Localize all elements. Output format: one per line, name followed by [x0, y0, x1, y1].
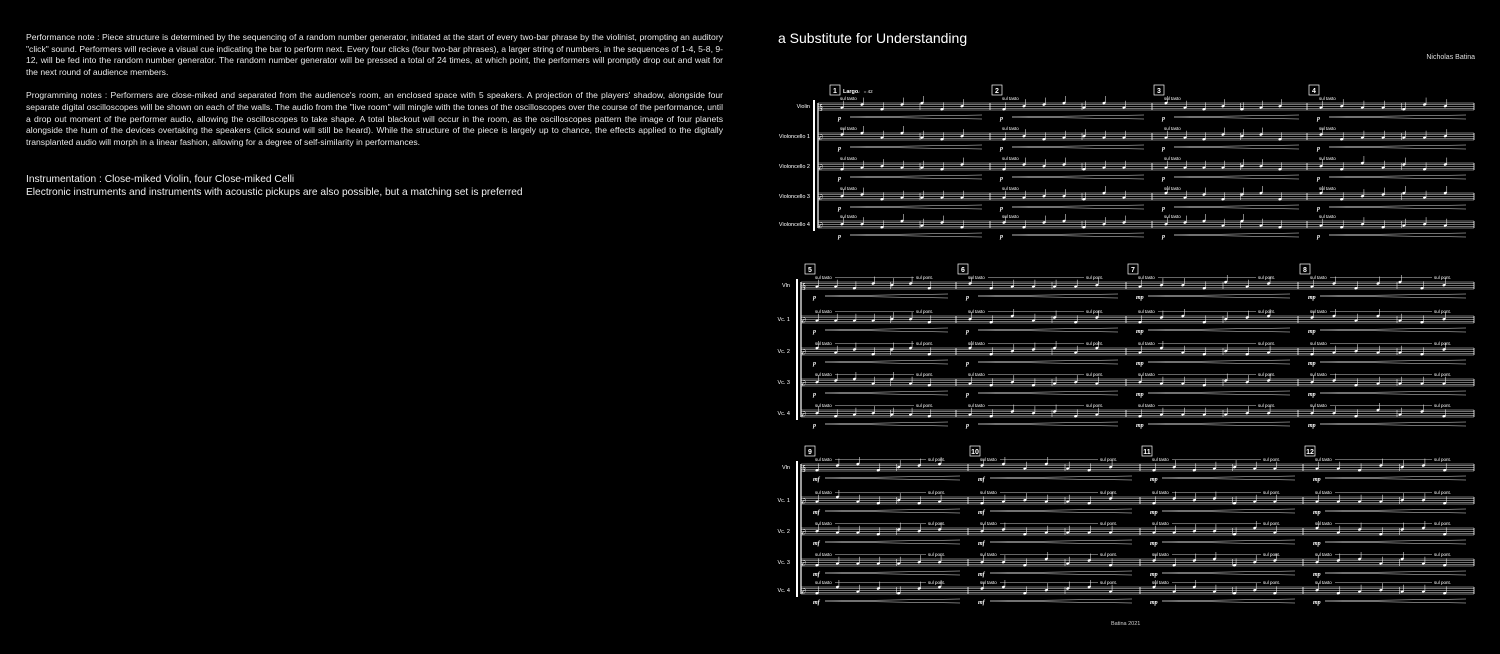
dynamic-marking: p [1162, 234, 1165, 240]
instrument-label: Vc. 3 [777, 560, 790, 566]
dynamic-marking: mp [1313, 510, 1321, 516]
bass-clef-icon: ∂ [802, 348, 806, 357]
hairpin [990, 540, 1132, 544]
technique-sul-tasto: sul tasto [1164, 96, 1181, 101]
bass-clef-icon: ∂ [802, 587, 806, 596]
technique-sul-tasto: sul tasto [1002, 214, 1019, 219]
dynamic-marking: mp [1136, 295, 1144, 301]
technique-sul-tasto: sul tasto [1310, 341, 1327, 346]
hairpin [825, 540, 960, 544]
hairpin [825, 328, 948, 332]
dynamic-marking: mp [1136, 361, 1144, 367]
technique-sul-tasto: sul tasto [1152, 552, 1169, 557]
dynamic-marking: mp [1313, 541, 1321, 547]
technique-sul-pont: sul pont. [1086, 309, 1104, 314]
technique-sul-pont: sul pont. [1258, 403, 1276, 408]
dynamic-marking: mp [1136, 392, 1144, 398]
technique-sul-tasto: sul tasto [980, 521, 997, 526]
dynamic-marking: p [966, 392, 969, 398]
staff-1 [782, 457, 1474, 483]
technique-sul-tasto: sul tasto [1164, 186, 1181, 191]
technique-sul-tasto: sul tasto [815, 521, 832, 526]
bass-clef-icon: ∂ [802, 379, 806, 388]
staff-1 [782, 275, 1474, 301]
technique-sul-pont: sul pont. [1100, 457, 1118, 462]
bass-clef-icon: ∂ [802, 497, 806, 506]
dynamic-marking: p [966, 361, 969, 367]
composer-name: Nicholas Batina [1426, 54, 1475, 61]
hairpin [1174, 115, 1299, 119]
dynamic-marking: mf [813, 541, 820, 547]
bar-number: 9 [808, 449, 812, 456]
technique-sul-tasto: sul tasto [815, 372, 832, 377]
dynamic-marking: mp [1308, 423, 1316, 429]
technique-sul-tasto: sul tasto [1310, 403, 1327, 408]
technique-sul-pont: sul pont. [916, 275, 934, 280]
technique-sul-pont: sul pont. [1258, 275, 1276, 280]
score-title: a Substitute for Understanding [778, 30, 968, 46]
hairpin [1325, 476, 1466, 480]
technique-sul-pont: sul pont. [916, 309, 934, 314]
hairpin [990, 571, 1132, 575]
treble-clef-icon: § [819, 103, 823, 112]
hairpin [978, 294, 1118, 298]
hairpin [1325, 540, 1466, 544]
hairpin [1012, 115, 1144, 119]
hairpin [850, 175, 982, 179]
hairpin [1174, 145, 1299, 149]
staff-2 [777, 490, 1474, 516]
bass-clef-icon: ∂ [802, 410, 806, 419]
technique-sul-tasto: sul tasto [968, 309, 985, 314]
technique-sul-tasto: sul tasto [1319, 126, 1336, 131]
dynamic-marking: mf [813, 477, 820, 483]
technique-sul-tasto: sul tasto [968, 403, 985, 408]
dynamic-marking: mf [978, 572, 985, 578]
hairpin [1325, 599, 1466, 603]
technique-sul-pont: sul pont. [928, 490, 946, 495]
bass-clef-icon: ∂ [819, 163, 823, 172]
staff-4 [777, 552, 1474, 578]
technique-sul-tasto: sul tasto [815, 552, 832, 557]
technique-sul-tasto: sul tasto [840, 126, 857, 131]
hairpin [850, 115, 982, 119]
technique-sul-tasto: sul tasto [815, 403, 832, 408]
dynamic-marking: p [1162, 146, 1165, 152]
dynamic-marking: mp [1150, 477, 1158, 483]
hairpin [1012, 175, 1144, 179]
technique-sul-pont: sul pont. [1434, 490, 1452, 495]
dynamic-marking: p [1162, 116, 1165, 122]
hairpin [1320, 328, 1466, 332]
technique-sul-pont: sul pont. [1258, 309, 1276, 314]
dynamic-marking: mp [1150, 541, 1158, 547]
staff-5 [779, 214, 1474, 240]
hairpin [825, 294, 948, 298]
technique-sul-tasto: sul tasto [1315, 580, 1332, 585]
instrument-label: Vc. 4 [777, 588, 790, 594]
technique-sul-tasto: sul tasto [1319, 186, 1336, 191]
technique-sul-tasto: sul tasto [1138, 372, 1155, 377]
dynamic-marking: p [1317, 234, 1320, 240]
technique-sul-tasto: sul tasto [1315, 552, 1332, 557]
staff-4 [777, 372, 1474, 398]
dynamic-marking: p [838, 234, 841, 240]
hairpin [1148, 422, 1290, 426]
dynamic-marking: p [1317, 176, 1320, 182]
dynamic-marking: mf [978, 477, 985, 483]
treble-clef-icon: § [802, 464, 806, 473]
hairpin [1329, 205, 1466, 209]
dynamic-marking: p [1162, 176, 1165, 182]
instrumentation-line-1: Instrumentation : Close-miked Violin, four Close-miked Celli [26, 174, 295, 186]
instrument-label: Vc. 1 [777, 317, 790, 323]
score-footer: Batina 2021 [1111, 621, 1141, 627]
technique-sul-tasto: sul tasto [1315, 521, 1332, 526]
dynamic-marking: p [838, 116, 841, 122]
instrumentation-line-2: Electronic instruments and instruments with acoustic pickups are also possible, but a matching set is preferred [26, 186, 523, 198]
technique-sul-pont: sul pont. [1258, 372, 1276, 377]
technique-sul-tasto: sul tasto [1152, 457, 1169, 462]
instrument-label: Vc. 1 [777, 498, 790, 504]
tempo-marking: Largo [843, 89, 859, 95]
staff-1 [797, 96, 1474, 122]
dynamic-marking: mp [1313, 600, 1321, 606]
dynamic-marking: mp [1313, 477, 1321, 483]
technique-sul-tasto: sul tasto [1319, 96, 1336, 101]
technique-sul-pont: sul pont. [916, 403, 934, 408]
instrument-label: Violin [796, 104, 810, 110]
dynamic-marking: mp [1150, 510, 1158, 516]
technique-sul-pont: sul pont. [1100, 552, 1118, 557]
hairpin [1148, 294, 1290, 298]
technique-sul-pont: sul pont. [928, 457, 946, 462]
technique-sul-tasto: sul tasto [1319, 156, 1336, 161]
technique-sul-pont: sul pont. [1263, 580, 1281, 585]
dynamic-marking: mf [978, 600, 985, 606]
technique-sul-tasto: sul tasto [1310, 275, 1327, 280]
technique-sul-tasto: sul tasto [980, 457, 997, 462]
technique-sul-tasto: sul tasto [980, 580, 997, 585]
bass-clef-icon: ∂ [819, 221, 823, 230]
instrument-label: Violoncello 2 [778, 164, 810, 170]
dynamic-marking: p [1000, 234, 1003, 240]
technique-sul-tasto: sul tasto [1315, 490, 1332, 495]
technique-sul-pont: sul pont. [1086, 372, 1104, 377]
hairpin [825, 599, 960, 603]
dynamic-marking: p [838, 206, 841, 212]
technique-sul-pont: sul pont. [1434, 403, 1452, 408]
hairpin [1148, 391, 1290, 395]
technique-sul-tasto: sul tasto [1002, 186, 1019, 191]
dynamic-marking: p [1000, 146, 1003, 152]
technique-sul-pont: sul pont. [1263, 552, 1281, 557]
technique-sul-tasto: sul tasto [815, 275, 832, 280]
technique-sul-pont: sul pont. [1434, 275, 1452, 280]
technique-sul-tasto: sul tasto [815, 341, 832, 346]
dynamic-marking: mf [813, 510, 820, 516]
hairpin [978, 422, 1118, 426]
technique-sul-pont: sul pont. [916, 372, 934, 377]
bar-number: 3 [1157, 88, 1161, 95]
hairpin [1162, 509, 1295, 513]
instrument-label: Vc. 2 [777, 349, 790, 355]
bass-clef-icon: ∂ [802, 316, 806, 325]
dynamic-marking: mf [978, 510, 985, 516]
technique-sul-pont: sul pont. [928, 552, 946, 557]
dynamic-marking: p [1000, 206, 1003, 212]
technique-sul-tasto: sul tasto [980, 490, 997, 495]
technique-sul-tasto: sul tasto [1002, 96, 1019, 101]
dynamic-marking: mp [1308, 361, 1316, 367]
bass-clef-icon: ∂ [802, 528, 806, 537]
technique-sul-pont: sul pont. [1100, 580, 1118, 585]
technique-sul-tasto: sul tasto [968, 341, 985, 346]
technique-sul-tasto: sul tasto [1164, 156, 1181, 161]
staff-2 [779, 126, 1474, 152]
hairpin [1148, 328, 1290, 332]
technique-sul-tasto: sul tasto [1002, 126, 1019, 131]
technique-sul-pont: sul pont. [1086, 403, 1104, 408]
technique-sul-pont: sul pont. [1100, 490, 1118, 495]
dynamic-marking: p [966, 295, 969, 301]
bar-number: 5 [808, 267, 812, 274]
hairpin [1325, 509, 1466, 513]
performance-note: Performance note : Piece structure is determined by the sequencing of a random number generator, initiated at the start of every two-bar phrase by the violinist, prompting an auditory "click" sound. Performers will recieve a visual cue indicating the bar to perform next. Every four clicks (four two-bar phrases), a larger string of numbers, in the sequences of 1-4, 5-8, 9-12, will be fed into the random number generator. The random number generator will be pressed a total of 24 times, at which point, the performers will promptly drop out and wait for the next round of audience members. [26, 32, 723, 77]
hairpin [1162, 599, 1295, 603]
technique-sul-tasto: sul tasto [1138, 275, 1155, 280]
dynamic-marking: p [813, 361, 816, 367]
instrument-label: Vc. 2 [777, 529, 790, 535]
dynamic-marking: p [1317, 146, 1320, 152]
hairpin [825, 391, 948, 395]
technique-sul-tasto: sul tasto [840, 156, 857, 161]
technique-sul-tasto: sul tasto [1138, 341, 1155, 346]
technique-sul-tasto: sul tasto [815, 580, 832, 585]
dynamic-marking: mf [813, 572, 820, 578]
technique-sul-tasto: sul tasto [968, 372, 985, 377]
dynamic-marking: p [1000, 116, 1003, 122]
bar-number: 8 [1303, 267, 1307, 274]
technique-sul-tasto: sul tasto [1138, 403, 1155, 408]
hairpin [825, 422, 948, 426]
technique-sul-tasto: sul tasto [1310, 309, 1327, 314]
dynamic-marking: mp [1136, 329, 1144, 335]
dynamic-marking: p [1162, 206, 1165, 212]
technique-sul-tasto: sul tasto [815, 309, 832, 314]
bar-number: 4 [1312, 88, 1316, 95]
technique-sul-tasto: sul tasto [1164, 214, 1181, 219]
bar-number: 2 [995, 88, 999, 95]
hairpin [990, 599, 1132, 603]
staff-2 [777, 309, 1474, 335]
hairpin [1329, 233, 1466, 237]
hairpin [1174, 205, 1299, 209]
bass-clef-icon: ∂ [802, 559, 806, 568]
bar-number: 11 [1143, 449, 1151, 456]
dynamic-marking: mp [1308, 392, 1316, 398]
dynamic-marking: mp [1308, 329, 1316, 335]
bar-number: 10 [971, 449, 979, 456]
instrument-label: Vc. 4 [777, 411, 790, 417]
hairpin [825, 509, 960, 513]
instrument-label: Vln [782, 283, 790, 289]
technique-sul-tasto: sul tasto [968, 275, 985, 280]
hairpin [990, 476, 1132, 480]
hairpin [850, 233, 982, 237]
hairpin [1012, 145, 1144, 149]
hairpin [825, 571, 960, 575]
treble-clef-icon: § [802, 282, 806, 291]
technique-sul-tasto: sul tasto [1152, 580, 1169, 585]
technique-sul-pont: sul pont. [1434, 580, 1452, 585]
tempo-value: ♩ = 42 [858, 89, 873, 94]
dynamic-marking: mf [813, 600, 820, 606]
hairpin [978, 360, 1118, 364]
technique-sul-tasto: sul tasto [1002, 156, 1019, 161]
technique-sul-tasto: sul tasto [815, 457, 832, 462]
dynamic-marking: p [813, 329, 816, 335]
hairpin [1174, 233, 1299, 237]
dynamic-marking: p [1317, 206, 1320, 212]
technique-sul-pont: sul pont. [928, 521, 946, 526]
bar-number: 12 [1306, 449, 1314, 456]
technique-sul-pont: sul pont. [1434, 372, 1452, 377]
hairpin [825, 360, 948, 364]
score-system-3 [777, 446, 1474, 606]
instrument-label: Vc. 3 [777, 380, 790, 386]
technique-sul-pont: sul pont. [1434, 521, 1452, 526]
technique-sul-pont: sul pont. [1100, 521, 1118, 526]
technique-sul-pont: sul pont. [1258, 341, 1276, 346]
hairpin [1329, 175, 1466, 179]
dynamic-marking: p [1317, 116, 1320, 122]
instrument-label: Violoncello 1 [778, 134, 810, 140]
technique-sul-tasto: sul tasto [1315, 457, 1332, 462]
technique-sul-pont: sul pont. [1263, 457, 1281, 462]
bar-number: 1 [833, 88, 837, 95]
hairpin [1174, 175, 1299, 179]
dynamic-marking: mf [978, 541, 985, 547]
technique-sul-pont: sul pont. [1086, 275, 1104, 280]
dynamic-marking: mp [1150, 572, 1158, 578]
technique-sul-pont: sul pont. [1434, 552, 1452, 557]
dynamic-marking: mp [1308, 295, 1316, 301]
technique-sul-pont: sul pont. [1263, 490, 1281, 495]
technique-sul-pont: sul pont. [1434, 341, 1452, 346]
technique-sul-pont: sul pont. [1434, 309, 1452, 314]
instrument-label: Violoncello 4 [778, 222, 810, 228]
score-system-1 [779, 85, 1474, 240]
hairpin [1320, 360, 1466, 364]
score-system-2 [777, 264, 1474, 429]
technique-sul-pont: sul pont. [1434, 457, 1452, 462]
technique-sul-pont: sul pont. [916, 341, 934, 346]
staff-3 [779, 156, 1474, 182]
bar-number: 6 [961, 267, 965, 274]
hairpin [1162, 476, 1295, 480]
hairpin [1320, 391, 1466, 395]
staff-3 [777, 341, 1474, 367]
staff-3 [777, 521, 1474, 547]
dynamic-marking: p [813, 392, 816, 398]
dynamic-marking: mp [1150, 600, 1158, 606]
dynamic-marking: p [838, 146, 841, 152]
technique-sul-tasto: sul tasto [815, 490, 832, 495]
technique-sul-tasto: sul tasto [1138, 309, 1155, 314]
technique-sul-tasto: sul tasto [840, 214, 857, 219]
dynamic-marking: p [966, 329, 969, 335]
staff-4 [779, 186, 1474, 212]
hairpin [1162, 571, 1295, 575]
hairpin [825, 476, 960, 480]
technique-sul-tasto: sul tasto [1152, 490, 1169, 495]
dynamic-marking: p [813, 295, 816, 301]
hairpin [1148, 360, 1290, 364]
hairpin [850, 205, 982, 209]
instrument-label: Vln [782, 465, 790, 471]
dynamic-marking: mp [1136, 423, 1144, 429]
dynamic-marking: p [813, 423, 816, 429]
bass-clef-icon: ∂ [819, 133, 823, 142]
hairpin [1329, 145, 1466, 149]
bar-number: 7 [1131, 267, 1135, 274]
hairpin [1320, 422, 1466, 426]
dynamic-marking: p [966, 423, 969, 429]
technique-sul-tasto: sul tasto [840, 186, 857, 191]
hairpin [1325, 571, 1466, 575]
hairpin [1329, 115, 1466, 119]
technique-sul-pont: sul pont. [928, 580, 946, 585]
programming-notes: Programming notes : Performers are close-miked and separated from the audience's room, an enclosed space with 5 speakers. A projection of the players' shadow, alongside four separate digital oscilloscopes will be shown on each of the walls. The audio from the "live room" will mingle with the tones of the oscilloscopes over the course of the performance, until a drop out moment of the performer audio, allowing the oscilloscopes to take shape. A total blackout will occur in the room, as the oscilloscopes pattern the image of four planets alongside the hum of the devices overtaking the speakers (click sound will still be heard). While the structure of the piece is largely up to chance, the effects applied to the digitally transplanted audio will morph in a linear fashion, allowing for a degree of self-similarity in performances. [26, 90, 723, 147]
staff-5 [777, 403, 1474, 429]
technique-sul-tasto: sul tasto [840, 96, 857, 101]
technique-sul-tasto: sul tasto [1164, 126, 1181, 131]
hairpin [1320, 294, 1466, 298]
hairpin [1012, 205, 1144, 209]
technique-sul-tasto: sul tasto [980, 552, 997, 557]
hairpin [978, 391, 1118, 395]
hairpin [1162, 540, 1295, 544]
hairpin [1012, 233, 1144, 237]
instrument-label: Violoncello 3 [778, 194, 810, 200]
technique-sul-pont: sul pont. [1086, 341, 1104, 346]
technique-sul-pont: sul pont. [1263, 521, 1281, 526]
bass-clef-icon: ∂ [819, 193, 823, 202]
hairpin [990, 509, 1132, 513]
technique-sul-tasto: sul tasto [1152, 521, 1169, 526]
technique-sul-tasto: sul tasto [1319, 214, 1336, 219]
technique-sul-tasto: sul tasto [1310, 372, 1327, 377]
dynamic-marking: mp [1313, 572, 1321, 578]
staff-5 [777, 580, 1474, 606]
hairpin [978, 328, 1118, 332]
hairpin [850, 145, 982, 149]
dynamic-marking: p [1000, 176, 1003, 182]
dynamic-marking: p [838, 176, 841, 182]
